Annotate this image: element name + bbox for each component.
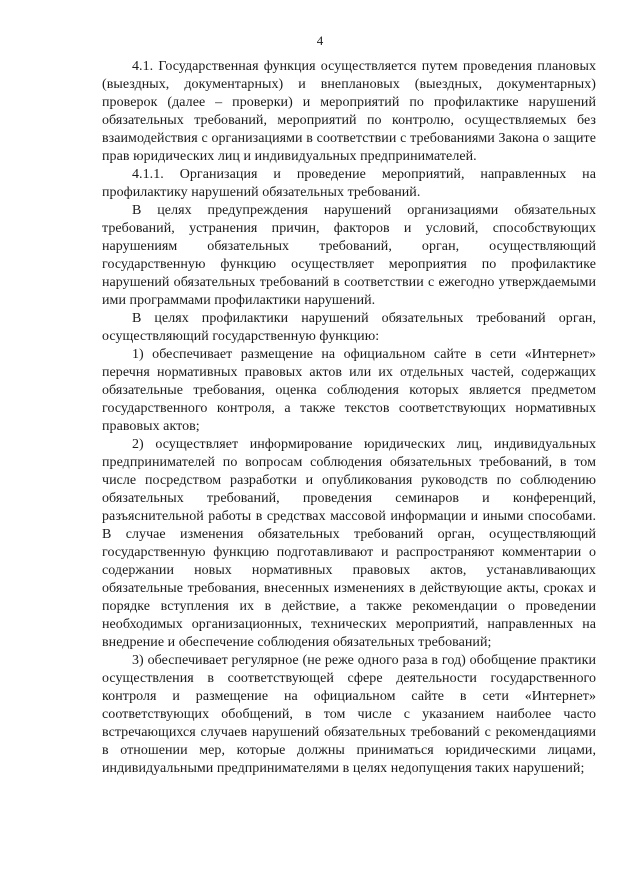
page-number: 4 bbox=[316, 33, 324, 48]
paragraph-4-1-1: 4.1.1. Организация и проведение мероприятий, направленных на профилактику нарушений обязательных требований. bbox=[102, 167, 596, 200]
list-item-1: 1) обеспечивает размещение на официальном сайте в сети «Интернет» перечня нормативных правовых актов или их отдельных частей, содержащих обязательные требования, оценка соблюдения которых является предметом государственного контроля, а также текстов соответствующих нормативных правовых актов; bbox=[102, 347, 596, 434]
document-body bbox=[102, 58, 596, 778]
paragraph-4-1: 4.1. Государственная функция осуществляется путем проведения плановых (выездных, документарных) и внеплановых (выездных, документарных) проверок (далее – проверки) и мероприятий по профилактике нарушений обязательных требований, мероприятий по контролю, осуществляемых без взаимодействия с организациями в соответствии с требованиями Закона о защите прав юридических лиц и индивидуальных предпринимателей. bbox=[102, 59, 596, 164]
list-item-2: 2) осуществляет информирование юридических лиц, индивидуальных предпринимателей по вопросам соблюдения обязательных требований, в том числе посредством разработки и опубликования руководств по соблюдению обязательных требований, проведения семинаров и конференций, разъяснительной работы в средствах массовой информации и иными способами. В случае изменения обязательных требований орган, осуществляющий государственную функцию подготавливают и распространяют комментарии о содержании новых нормативных правовых актов, устанавливающих обязательные требования, внесенных изменениях в действующие акты, сроках и порядке вступления их в действие, а также рекомендации о проведении необходимых организационных, технических мероприятий, направленных на внедрение и обеспечение соблюдения обязательных требований; bbox=[102, 437, 596, 650]
paragraph-prevention-goals: В целях предупреждения нарушений организациями обязательных требований, устранения причин, факторов и условий, способствующих нарушениям обязательных требований, орган, осуществляющий государственную функцию осуществляет мероприятия по профилактике нарушений обязательных требований в соответствии с ежегодно утверждаемыми ими программами профилактики нарушений. bbox=[102, 203, 596, 308]
list-item-3: 3) обеспечивает регулярное (не реже одного раза в год) обобщение практики осуществления в соответствующей сфере деятельности государственного контроля и размещение на официальном сайте в сети «Интернет» соответствующих обобщений, в том числе с указанием наиболее часто встречающихся случаев нарушений обязательных требований с рекомендациями в отношении мер, которые должны приниматься юридическими лицами, индивидуальными предпринимателями в целях недопущения таких нарушений; bbox=[102, 653, 596, 776]
paragraph-prevention-intro: В целях профилактики нарушений обязательных требований орган, осуществляющий государственную функцию: bbox=[102, 311, 596, 344]
